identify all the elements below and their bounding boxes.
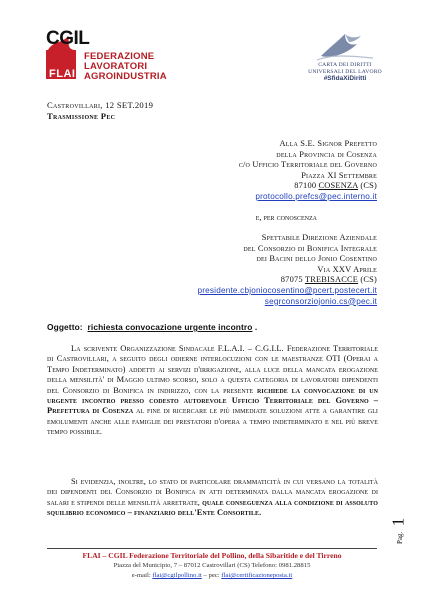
- logo-line-2: LAVORATORI: [84, 61, 148, 72]
- p1-text-c: al fine di ricercare le più immediate soluzioni atte a garantire gli emolumenti anche alle famiglie dei prestatori d'opera a tempo indeterminato e nel più breve tempo possibile.: [47, 405, 378, 437]
- recipient-prov: (CS): [360, 275, 377, 285]
- footer-pec-link[interactable]: flai@certificazioneposta.it: [221, 572, 293, 579]
- footer-pec-label: – pec:: [203, 572, 220, 579]
- footer-email-link[interactable]: flai@cgilpollino.it: [152, 572, 202, 579]
- recipient-line: del Consorzio di Bonifica Integrale: [243, 243, 377, 253]
- recipient-line: c/o Ufficio Territoriale del Governo: [238, 160, 377, 170]
- p2-text-a: Si evidenzia, inoltre, lo stato di particolare drammaticità in cui versano la totalità dei dipendenti del Consorzio di Bonifica in atti determinata dalla mancata erogazione di salari e stipendi delle mensilità arretrate,: [47, 476, 378, 507]
- subject-label: Oggetto:: [47, 322, 83, 332]
- recipient-city: COSENZA: [318, 181, 359, 191]
- recipient-prefetto: [239, 139, 377, 203]
- footer-address: Piazza del Municipio, 7 – 87012 Castrovillari (CS) Telefono: 0981.28815: [113, 562, 311, 569]
- segreteria-pec-link[interactable]: segrconsorziojonio.cs@pec.it: [264, 296, 377, 306]
- recipient-line: Via XXV Aprile: [317, 264, 377, 274]
- p2-emphasis: quale conseguenza alla condizione di assoluto squilibrio economico – finanziario dell'Ente Consortile.: [47, 496, 378, 518]
- recipient-line: della Provincia di Cosenza: [276, 149, 377, 159]
- logo-cgil-text: CGIL: [46, 28, 90, 49]
- place-date: Castrovillari, 12 SET.2019: [47, 100, 154, 110]
- logo-line-1: FEDERAZIONE: [84, 51, 155, 62]
- recipient-line: Spettabile Direzione Aziendale: [261, 233, 377, 242]
- p1-text-a: La scrivente Organizzazione Sindacale F.L.A.I. – C.G.I.L. Federazione Territoriale di Castrovillari, a seguito degli odierne interlocuzioni con le maestranze OTI (Operai a Tempo Indeterminato) addetti ai servizi d'irrigazione, alla luce della mancata erogazione della mensilità' di Maggio ultimo scorso, solo a questa categoria di lavoratori dipendenti del Consorzio di Bonifica in indirizzo, con la presente: [47, 343, 378, 395]
- body-paragraph-2: [47, 476, 378, 518]
- p1-request: richiede la convocazione di un urgente incontro presso codesto autorevole Ufficio Territoriale del Governo – Prefettura di Cosenza: [47, 384, 378, 416]
- transmission-method: Trasmissione Pec: [47, 111, 116, 121]
- recipient-prov: (CS): [360, 181, 377, 191]
- recipient-city-line: [239, 181, 377, 192]
- prefettura-pec-link[interactable]: protocollo.prefcs@pec.interno.it: [255, 191, 377, 201]
- subject-line: [47, 322, 257, 332]
- emblem-hashtag: #SfidaXiDiritti: [323, 75, 367, 82]
- footer-divider: [47, 548, 377, 549]
- subject-text: richiesta convocazione urgente incontro: [87, 322, 253, 332]
- carta-diritti-emblem: [300, 30, 390, 90]
- recipient-city-line: [197, 275, 377, 286]
- per-conoscenza: e, per conoscenza: [255, 213, 317, 222]
- presidente-pec-link[interactable]: presidente.cbjoniocosentino@pcert.postecert.it: [197, 285, 377, 295]
- recipient-line: Piazza XI Settembre: [301, 170, 377, 180]
- page-label: Pag.: [396, 531, 404, 544]
- flai-cgil-logo: [46, 30, 196, 88]
- emblem-line-1: CARTA DEI DIRITTI: [318, 62, 372, 68]
- footer-email-label: e-mail:: [131, 572, 151, 579]
- footer-contacts: [0, 572, 424, 579]
- footer-org: FLAI – CGIL Federazione Territoriale del Pollino, della Sibaritide e del Tirreno: [82, 551, 342, 560]
- logo-federation-text: [84, 52, 167, 82]
- recipient-cap: 87075: [280, 275, 303, 285]
- recipient-city: TREBISACCE: [304, 275, 359, 285]
- recipient-line: Alla S.E. Signor Prefetto: [279, 139, 377, 148]
- logo-flai-text: FLAI: [49, 68, 76, 80]
- recipient-line: dei Bacini dello Jonio Cosentino: [256, 254, 377, 264]
- recipient-consorzio: [197, 233, 377, 307]
- logo-line-3: AGROINDUSTRIA: [84, 71, 167, 82]
- emblem-line-2: UNIVERSALI DEL LAVORO: [308, 68, 382, 75]
- page-value: 1: [388, 517, 408, 527]
- dove-icon: [315, 30, 375, 62]
- body-paragraph-1: [47, 343, 378, 437]
- recipient-cap: 87100: [294, 181, 317, 191]
- subject-end: .: [254, 322, 258, 332]
